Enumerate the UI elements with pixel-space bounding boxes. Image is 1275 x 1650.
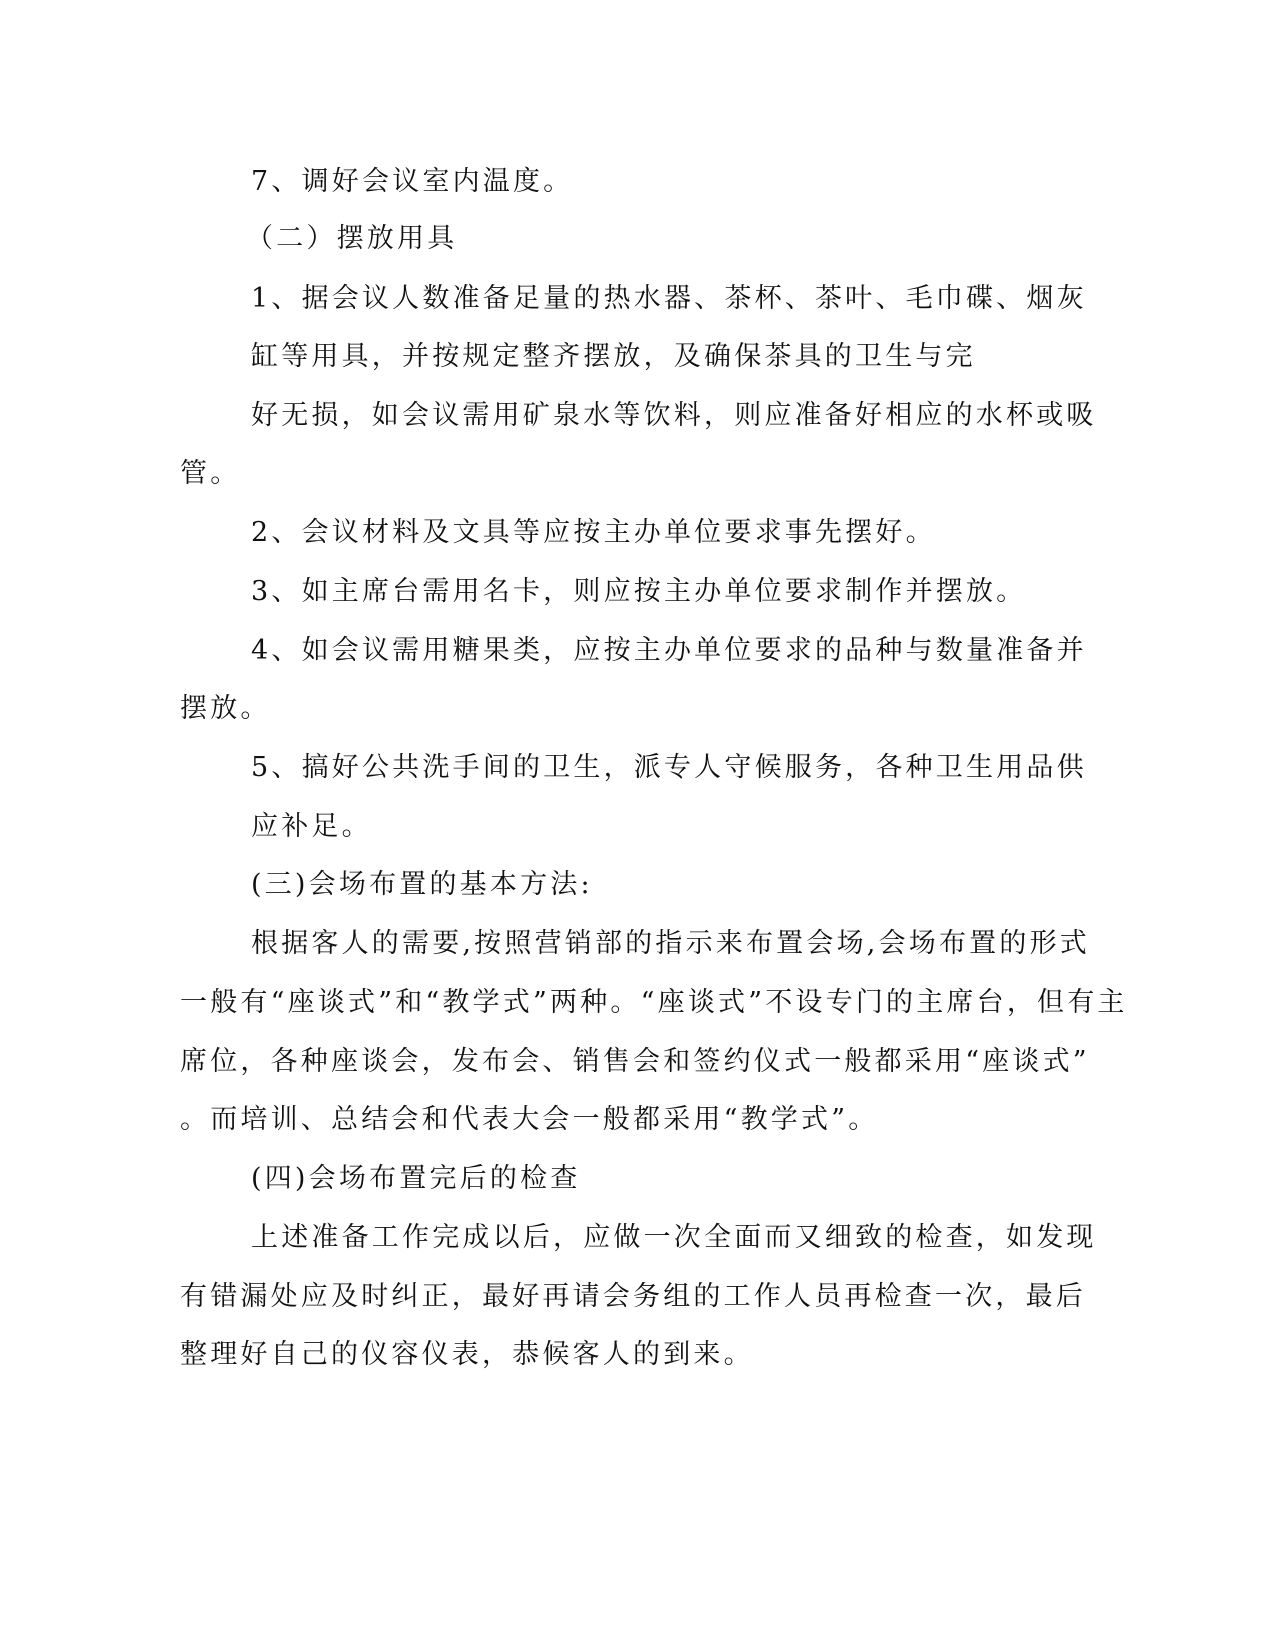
paragraph-line-4: 缸等用具，并按规定整齐摆放，及确保茶具的卫生与完 — [251, 341, 976, 372]
paragraph-line-16: 席位，各种座谈会，发布会、销售会和签约仪式一般都采用“座谈式” — [180, 1046, 1090, 1077]
paragraph-line-15: 一般有“座谈式”和“教学式”两种。“座谈式”不设专门的主席台，但有主 — [180, 987, 1128, 1018]
paragraph-line-21: 整理好自己的仪容仪表，恭候客人的到来。 — [180, 1339, 754, 1370]
paragraph-line-7: 2、会议材料及文具等应按主办单位要求事先摆好。 — [251, 517, 936, 548]
section-heading-4: (四)会场布置完后的检查 — [251, 1163, 581, 1194]
section-heading-2: （二）摆放用具 — [246, 223, 458, 254]
paragraph-line-20: 有错漏处应及时纠正，最好再请会务组的工作人员再检查一次，最后 — [180, 1281, 1086, 1312]
paragraph-line-17: 。而培训、总结会和代表大会一般都采用“教学式”。 — [180, 1104, 879, 1135]
paragraph-line-3: 1、据会议人数准备足量的热水器、茶杯、茶叶、毛巾碟、烟灰 — [251, 283, 1087, 314]
paragraph-line-19: 上述准备工作完成以后，应做一次全面而又细致的检查，如发现 — [251, 1222, 1097, 1253]
paragraph-line-11: 5、搞好公共洗手间的卫生，派专人守候服务，各种卫生用品供 — [251, 752, 1087, 783]
paragraph-line-10: 摆放。 — [180, 693, 271, 724]
paragraph-line-12: 应补足。 — [251, 811, 372, 842]
paragraph-line-14: 根据客人的需要,按照营销部的指示来布置会场,会场布置的形式 — [251, 928, 1090, 959]
paragraph-line-9: 4、如会议需用糖果类，应按主办单位要求的品种与数量准备并 — [251, 635, 1087, 666]
paragraph-line-5: 好无损，如会议需用矿泉水等饮料，则应准备好相应的水杯或吸 — [251, 400, 1097, 431]
section-heading-3: (三)会场布置的基本方法: — [251, 869, 593, 900]
paragraph-line-8: 3、如主席台需用名卡，则应按主办单位要求制作并摆放。 — [251, 576, 1027, 607]
paragraph-line-6: 管。 — [180, 458, 241, 489]
paragraph-line-1: 7、调好会议室内温度。 — [251, 166, 574, 197]
